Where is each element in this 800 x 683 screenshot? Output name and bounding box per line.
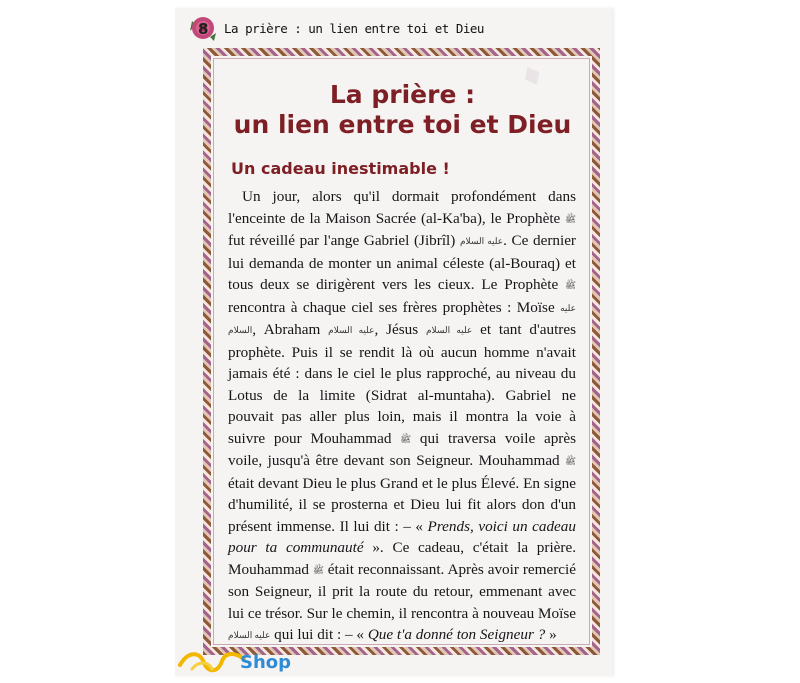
eulogy-glyph: عليه السلام (459, 236, 504, 246)
text-segment: était reconnaissant. Après avoir remercié son Seigneur, il prit la route du retour, emmenant avec lui ce trésor. Sur le chemin, il rencontra à nouveau Moïse (228, 560, 576, 622)
text-segment: fut réveillé par l'ange Gabriel (Jibrîl) (228, 232, 460, 249)
eulogy-glyph: ﷺ (565, 213, 576, 224)
shop-logo-text: Shop (240, 651, 292, 673)
running-title: La prière : un lien entre toi et Dieu (224, 20, 484, 36)
page-header (186, 14, 484, 42)
chapter-title-line1: La prière : (329, 80, 476, 109)
watermark: ♦ (513, 56, 552, 97)
text-segment: . Ce dernier lui demanda de monter un animal céleste (al-Bouraq) et tous deux se dirigèrent vers les cieux. Le Prophète (228, 232, 576, 293)
section-heading: Un cadeau inestimable ! (231, 159, 450, 178)
text-segment: rencontra à chaque ciel ses frères prophètes : Moïse (228, 298, 561, 316)
text-segment: et tant d'autres prophète. Puis il se rendit là où aucun homme n'avait jamais été : dans le ciel le plus rapproché, au niveau du Lotus de la limite (Sidrat al-muntaha). Gabriel ne pouvait pas aller plus loin, mais il montra la voie à suivre pour Mouhammad (228, 321, 577, 447)
chapter-title-line2: un lien entre toi et Dieu (233, 110, 572, 139)
eulogy-glyph: ﷺ (565, 456, 576, 466)
body-paragraph (228, 186, 576, 647)
shop-logo (178, 647, 291, 677)
text-segment: qui lui dit : – « (270, 626, 368, 643)
eulogy-glyph: عليه السلام (228, 630, 271, 640)
text-segment: qui traversa voile après voile, jusqu'à être devant son Seigneur. Mouhammad (228, 429, 576, 469)
eulogy-glyph: ﷺ (400, 433, 412, 444)
page-number: 8 (198, 20, 209, 38)
text-segment: , Jésus (374, 321, 426, 338)
quote-italic: Prends, voici un cadeau pour ta communauté (228, 517, 576, 556)
text-segment: Un jour, alors qu'il dormait profondément dans l'enceinte de la Maison Sacrée (al-Ka'ba), le Prophète (228, 188, 576, 227)
rose-icon (186, 11, 220, 45)
eulogy-glyph: ﷺ (565, 280, 576, 290)
text-segment: » (545, 626, 557, 643)
eulogy-glyph: عليه السلام (228, 302, 576, 335)
text-segment: , Abraham (252, 321, 329, 338)
text-segment: ». Ce cadeau, c'était la prière. Mouhammad (228, 539, 576, 578)
eulogy-glyph: عليه السلام (328, 325, 375, 335)
eulogy-glyph: ﷺ (312, 564, 324, 575)
swirl-logo-icon (178, 647, 246, 677)
chapter-title (215, 80, 590, 140)
quote-italic: Que t'a donné ton Seigneur ? (367, 626, 546, 643)
eulogy-glyph: عليه السلام (425, 325, 473, 335)
text-segment: était devant Dieu le plus Grand et le plus Élevé. En signe d'humilité, il se prosterna et Dieu lui fit alors don d'un présent immense. Il lui dit : – « (228, 474, 576, 535)
